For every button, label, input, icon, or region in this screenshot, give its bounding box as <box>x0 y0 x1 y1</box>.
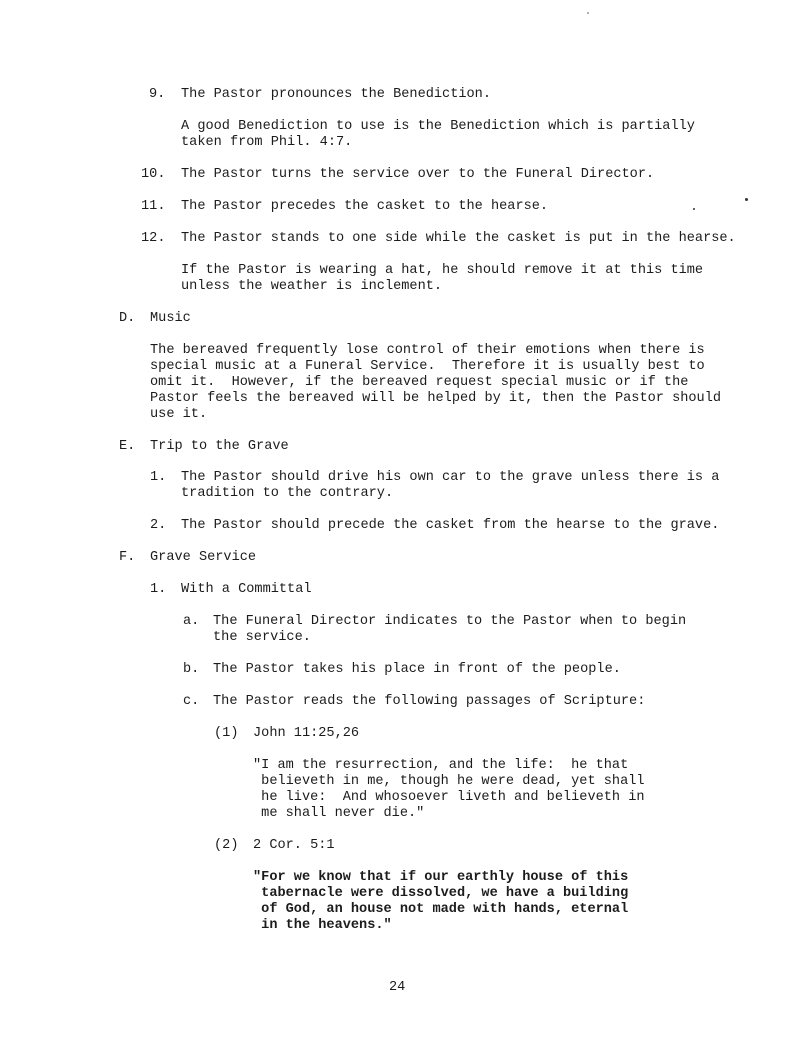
section-e-item-number: 1. <box>150 470 167 485</box>
scripture-number: (1) <box>214 726 239 741</box>
section-f-step-letter: c. <box>183 694 200 709</box>
section-d-para-line: omit it. However, if the bereaved request special music or if the <box>150 375 689 390</box>
scripture-quote-line: tabernacle were dissolved, we have a building <box>253 886 629 901</box>
section-d-heading: Music <box>150 311 191 326</box>
page-number: 24 <box>389 980 406 995</box>
item-11-text: The Pastor precedes the casket to the hearse. <box>181 199 549 214</box>
section-e-letter: E. <box>119 439 136 454</box>
item-9-text: The Pastor pronounces the Benediction. <box>181 87 491 102</box>
section-f-item-number: 1. <box>150 582 167 597</box>
scripture-quote-line: of God, an house not made with hands, eternal <box>253 902 629 917</box>
item-9-note-line: A good Benediction to use is the Benediction which is partially <box>181 119 695 134</box>
scripture-reference: John 11:25,26 <box>253 726 360 741</box>
item-12-note-line: If the Pastor is wearing a hat, he should remove it at this time <box>181 263 704 278</box>
scripture-quote-line: in the heavens." <box>253 918 392 933</box>
scan-speck <box>693 208 695 210</box>
section-f-heading: Grave Service <box>150 550 257 565</box>
section-f-step-letter: a. <box>183 614 200 629</box>
section-f-step-c-line: The Pastor reads the following passages of Scripture: <box>213 694 646 709</box>
section-d-para-line: use it. <box>150 407 208 422</box>
section-f-subheading: With a Committal <box>181 582 312 597</box>
section-e-item-2-line: The Pastor should precede the casket from the hearse to the grave. <box>181 518 720 533</box>
section-f-step-a-line: the service. <box>213 630 311 645</box>
scripture-number: (2) <box>214 838 239 853</box>
item-10-text: The Pastor turns the service over to the Funeral Director. <box>181 167 655 182</box>
item-12-text: The Pastor stands to one side while the casket is put in the hearse. <box>181 231 736 246</box>
section-d-para-line: Pastor feels the bereaved will be helped by it, then the Pastor should <box>150 391 722 406</box>
section-e-heading: Trip to the Grave <box>150 439 289 454</box>
section-f-step-b-line: The Pastor takes his place in front of the people. <box>213 662 621 677</box>
scripture-quote-line: believeth in me, though he were dead, yet shall <box>253 774 645 789</box>
section-e-item-number: 2. <box>150 518 167 533</box>
scripture-quote-line: "For we know that if our earthly house of this <box>253 870 629 885</box>
item-number-10: 10. <box>141 167 166 182</box>
section-f-step-a-line: The Funeral Director indicates to the Pastor when to begin <box>213 614 687 629</box>
item-12-note-line: unless the weather is inclement. <box>181 279 443 294</box>
scripture-quote-line: me shall never die." <box>253 806 425 821</box>
scripture-quote-line: he live: And whosoever liveth and believeth in <box>253 790 645 805</box>
scan-speck <box>587 12 589 14</box>
section-d-letter: D. <box>119 311 136 326</box>
section-d-para-line: The bereaved frequently lose control of their emotions when there is <box>150 343 705 358</box>
item-9-note-line: taken from Phil. 4:7. <box>181 135 353 150</box>
section-f-letter: F. <box>119 550 136 565</box>
section-e-item-1-line: tradition to the contrary. <box>181 486 394 501</box>
section-e-item-1-line: The Pastor should drive his own car to the grave unless there is a <box>181 470 720 485</box>
item-number-12: 12. <box>141 231 166 246</box>
item-number-11: 11. <box>141 199 166 214</box>
section-f-step-letter: b. <box>183 662 200 677</box>
scripture-quote-line: "I am the resurrection, and the life: he that <box>253 758 629 773</box>
item-number-9: 9. <box>149 87 166 102</box>
scripture-reference: 2 Cor. 5:1 <box>253 838 335 853</box>
section-d-para-line: special music at a Funeral Service. Therefore it is usually best to <box>150 359 705 374</box>
scan-speck <box>745 198 748 201</box>
